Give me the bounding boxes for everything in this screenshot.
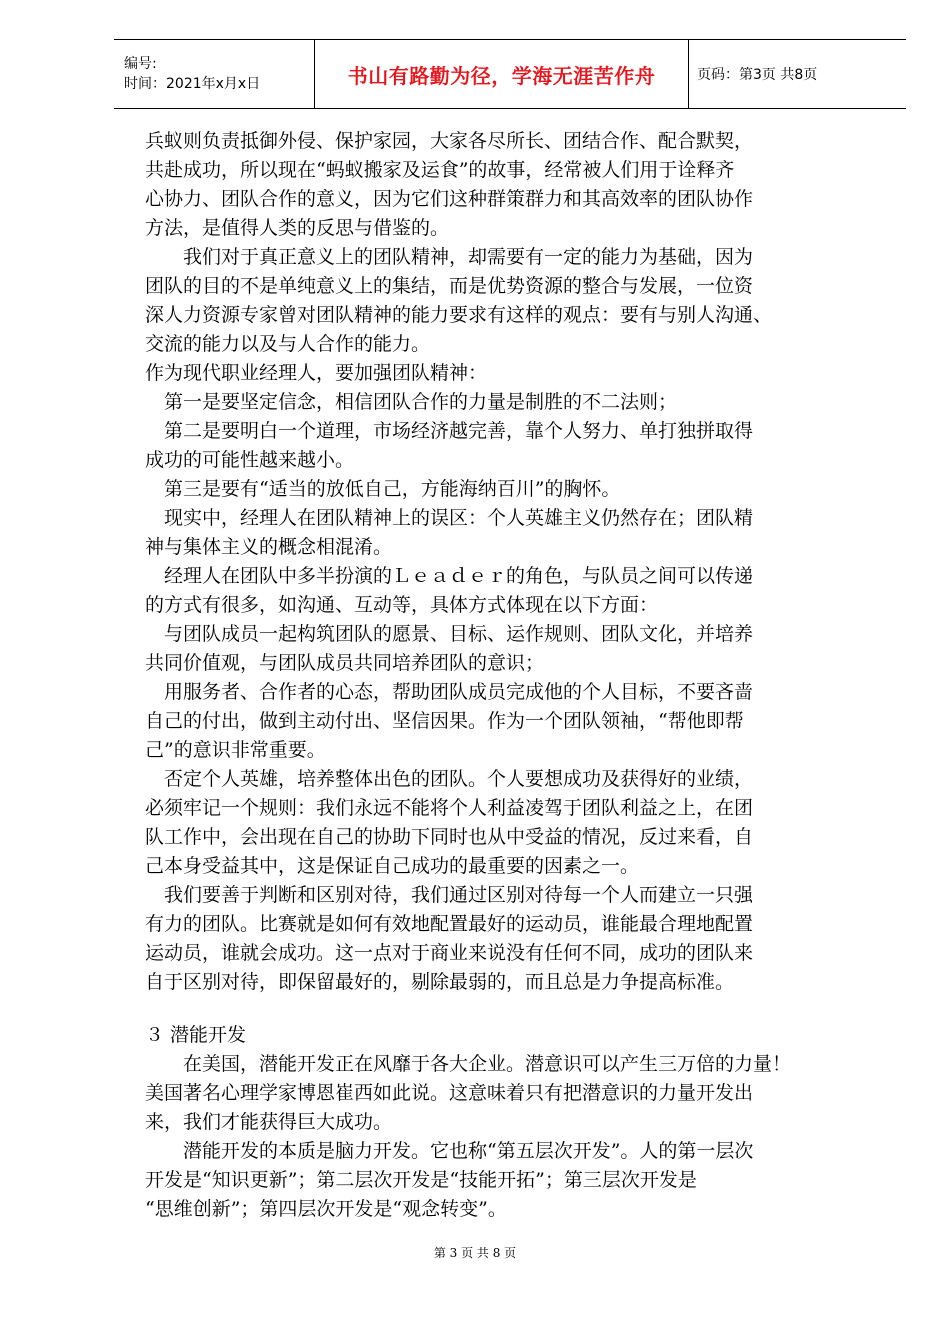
text-line: 共赴成功，所以现在“蚂蚁搬家及运食”的故事，经常被人们用于诠释齐 xyxy=(145,159,735,181)
text-line: 神与集体主义的概念相混淆。 xyxy=(145,536,393,558)
section-heading: ３ 潜能开发 xyxy=(145,1024,247,1046)
header-meta-cell xyxy=(114,40,315,109)
text-line: 否定个人英雄，培养整体出色的团队。个人要想成功及获得好的业绩， xyxy=(164,768,754,790)
text-line: 我们对于真正意义上的团队精神，却需要有一定的能力为基础，因为 xyxy=(183,246,754,268)
text-line: 交流的能力以及与人合作的能力。 xyxy=(145,333,431,355)
text-line: 必须牢记一个规则：我们永远不能将个人利益凌驾于团队利益之上，在团 xyxy=(145,797,754,819)
document-header xyxy=(114,39,906,109)
header-page-cell xyxy=(689,40,907,109)
text-line: 己本身受益其中，这是保证自己成功的最重要的因素之一。 xyxy=(145,855,640,877)
text-line: 有力的团队。比赛就是如何有效地配置最好的运动员，谁能最合理地配置 xyxy=(145,913,754,935)
page-info: 页码：第3页 共8页 xyxy=(697,67,818,83)
text-line: 共同价值观，与团队成员共同培养团队的意识； xyxy=(145,652,545,674)
text-line: 作为现代职业经理人，要加强团队精神： xyxy=(145,362,488,384)
text-line: 成功的可能性越来越小。 xyxy=(145,449,355,471)
text-line: 经理人在团队中多半扮演的Ｌｅａｄｅｒ的角色，与队员之间可以传递 xyxy=(164,565,754,587)
time-label: 时间：2021年x月x日 xyxy=(124,76,261,92)
code-label: 编号: xyxy=(124,56,157,72)
text-line: 心协力、团队合作的意义，因为它们这种群策群力和其高效率的团队协作 xyxy=(145,188,754,210)
text-line: 队工作中，会出现在自己的协助下同时也从中受益的情况，反过来看，自 xyxy=(145,826,754,848)
text-line: 第三是要有“适当的放低自己，方能海纳百川”的胸怀。 xyxy=(164,478,621,500)
text-line: 我们要善于判断和区别对待，我们通过区别对待每一个人而建立一只强 xyxy=(164,884,754,906)
text-line: 第二是要明白一个道理，市场经济越完善，靠个人努力、单打独拼取得 xyxy=(164,420,754,442)
text-line: 开发是“知识更新”；第二层次开发是“技能开拓”；第三层次开发是 xyxy=(145,1169,697,1191)
text-line: 用服务者、合作者的心态，帮助团队成员完成他的个人目标，不要吝啬 xyxy=(164,681,754,703)
text-line: 运动员，谁就会成功。这一点对于商业来说没有任何不同，成功的团队来 xyxy=(145,942,754,964)
text-line: 团队的目的不是单纯意义上的集结，而是优势资源的整合与发展，一位资 xyxy=(145,275,754,297)
page-footer: 第 3 页 共 8 页 xyxy=(433,1246,517,1260)
text-line: 第一是要坚定信念，相信团队合作的力量是制胜的不二法则； xyxy=(164,391,678,413)
text-line: 深人力资源专家曾对团队精神的能力要求有这样的观点：要有与别人沟通、 xyxy=(145,304,773,326)
text-line: 兵蚁则负责抵御外侵、保护家园，大家各尽所长、团结合作、配合默契， xyxy=(145,130,754,152)
text-line: 与团队成员一起构筑团队的愿景、目标、运作规则、团队文化，并培养 xyxy=(164,623,754,645)
text-line: 在美国，潜能开发正在风靡于各大企业。潜意识可以产生三万倍的力量！ xyxy=(183,1053,792,1075)
text-line: 方法，是值得人类的反思与借鉴的。 xyxy=(145,217,450,239)
text-line: 己”的意识非常重要。 xyxy=(145,739,326,761)
text-line: 自己的付出，做到主动付出、坚信因果。作为一个团队领袖，“帮他即帮 xyxy=(145,710,744,732)
document-body xyxy=(145,127,865,1224)
text-line: 美国著名心理学家博恩崔西如此说。这意味着只有把潜意识的力量开发出 xyxy=(145,1082,754,1104)
text-line: 潜能开发的本质是脑力开发。它也称“第五层次开发”。人的第一层次 xyxy=(183,1140,754,1162)
text-line: 自于区别对待，即保留最好的，剔除最弱的，而且总是力争提高标准。 xyxy=(145,971,735,993)
text-line: 现实中，经理人在团队精神上的误区：个人英雄主义仍然存在；团队精 xyxy=(164,507,754,529)
text-line: 的方式有很多，如沟通、互动等，具体方式体现在以下方面： xyxy=(145,594,659,616)
text-line: “思维创新”；第四层次开发是“观念转变”。 xyxy=(145,1198,507,1220)
text-line: 来，我们才能获得巨大成功。 xyxy=(145,1111,393,1133)
motto-text: 书山有路勤为径，学海无涯苦作舟 xyxy=(347,63,656,88)
header-motto-cell xyxy=(315,40,689,109)
